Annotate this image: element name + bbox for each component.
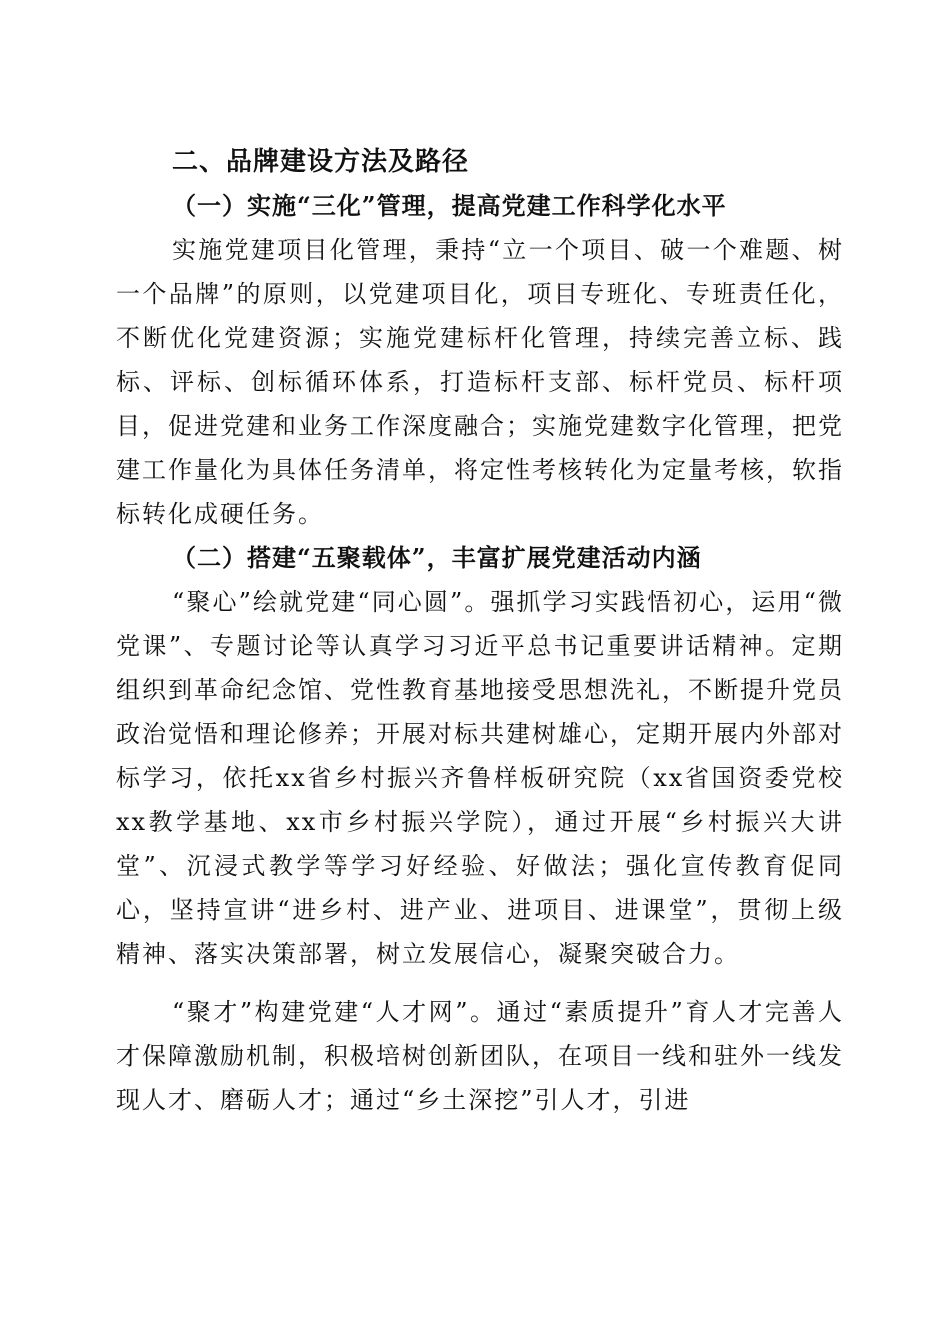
subsection-2-paragraph-2: “聚才”构建党建“人才网”。通过“素质提升”育人才完善人才保障激励机制，积极培树创新团队，在项目一线和驻外一线发现人才、磨砺人才；通过“乡土深挖”引人才，引进 bbox=[116, 998, 844, 1114]
subsection-2-heading: （二）搭建“五聚载体”，丰富扩展党建活动内涵 bbox=[172, 543, 702, 572]
document-body bbox=[116, 140, 844, 1122]
subsection-1-heading: （一）实施“三化”管理，提高党建工作科学化水平 bbox=[172, 191, 727, 220]
section-title: 二、品牌建设方法及路径 bbox=[172, 147, 470, 177]
subsection-1-paragraph: 实施党建项目化管理，秉持“立一个项目、破一个难题、树一个品牌”的原则，以党建项目化，项目专班化、专班责任化，不断优化党建资源；实施党建标杆化管理，持续完善立标、践标、评标、创标循环体系，打造标杆支部、标杆党员、标杆项目，促进党建和业务工作深度融合；实施党建数字化管理，把党建工作量化为具体任务清单，将定性考核转化为定量考核，软指标转化成硬任务。 bbox=[116, 236, 844, 528]
subsection-2-paragraph-1: “聚心”绘就党建“同心圆”。强抓学习实践悟初心，运用“微党课”、专题讨论等认真学习习近平总书记重要讲话精神。定期组织到革命纪念馆、党性教育基地接受思想洗礼，不断提升党员政治觉悟和理论修养；开展对标共建树雄心，定期开展内外部对标学习，依托xx省乡村振兴齐鲁样板研究院（xx省国资委党校xx教学基地、xx市乡村振兴学院），通过开展“乡村振兴大讲堂”、沉浸式教学等学习好经验、好做法；强化宣传教育促同心，坚持宣讲“进乡村、进产业、进项目、进课堂”，贯彻上级精神、落实决策部署，树立发展信心，凝聚突破合力。 bbox=[116, 588, 844, 968]
